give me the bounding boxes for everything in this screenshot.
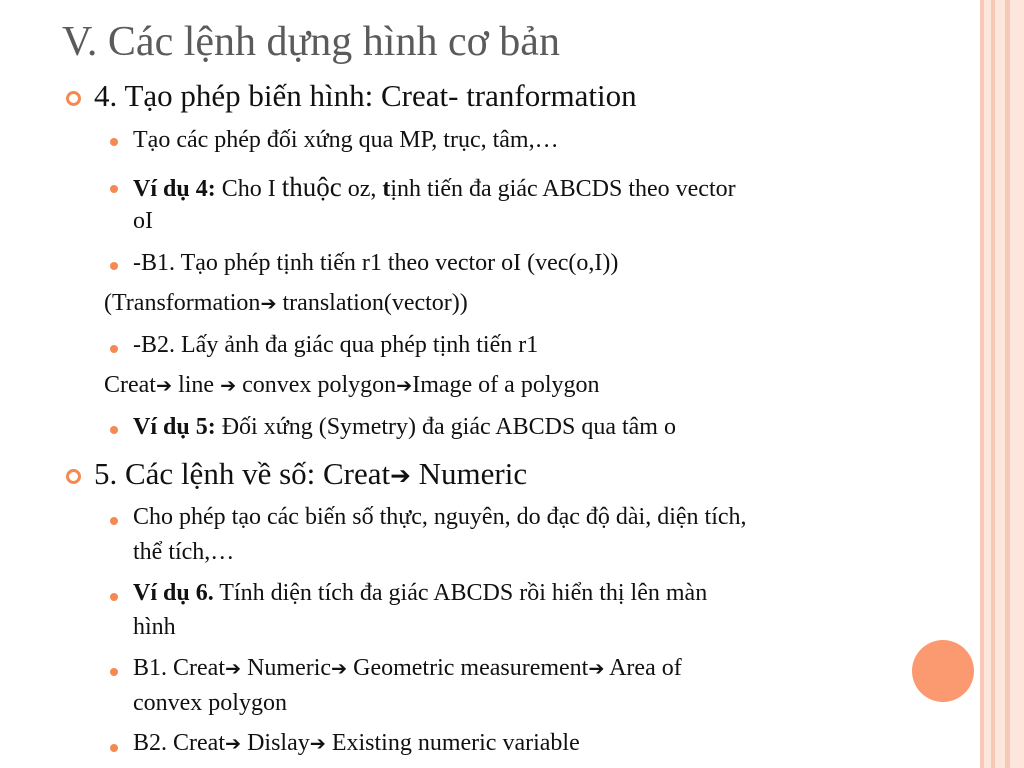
bullet-symmetry: Tạo các phép đối xứng qua MP, trục, tâm,… xyxy=(133,127,559,153)
text: t xyxy=(382,176,391,202)
dot-bullet-icon xyxy=(110,426,118,434)
text: Numeric xyxy=(410,456,528,491)
text: B2. Creat xyxy=(133,730,225,756)
bullet-step-b1: -B1. Tạo phép tịnh tiến r1 theo vector oI (vec(o,I)) xyxy=(133,250,619,276)
bullet-step-display xyxy=(133,730,580,757)
text: Area of xyxy=(604,655,682,681)
section-5-heading xyxy=(94,456,527,492)
dot-bullet-icon xyxy=(110,262,118,270)
bullet-numeric-vars-cont: thể tích,… xyxy=(133,539,235,565)
bullet-example-6-cont: hình xyxy=(133,614,176,640)
text: ịnh tiến đa giác ABCDS theo vector xyxy=(390,176,736,202)
arrow-right-icon: ➔ xyxy=(588,657,605,680)
text: Image of a polygon xyxy=(412,372,600,398)
arrow-right-icon: ➔ xyxy=(390,461,411,490)
path-image-polygon xyxy=(104,372,599,399)
dot-bullet-icon xyxy=(110,744,118,752)
text: convex polygon xyxy=(236,372,397,398)
text: Tính diện tích đa giác ABCDS rồi hiển thị lên màn xyxy=(213,580,708,606)
dot-bullet-icon xyxy=(110,517,118,525)
dot-bullet-icon xyxy=(110,345,118,353)
example-label: Ví dụ 5: xyxy=(133,414,216,440)
arrow-right-icon: ➔ xyxy=(155,374,173,397)
slide-title: V. Các lệnh dựng hình cơ bản xyxy=(62,19,560,65)
text: (Transformation xyxy=(104,290,261,316)
text: oz, xyxy=(341,176,383,202)
bullet-example-6 xyxy=(133,580,707,607)
text: Geometric measurement xyxy=(347,655,589,681)
dot-bullet-icon xyxy=(110,668,118,676)
arrow-right-icon: ➔ xyxy=(224,732,242,755)
text: Creat xyxy=(104,372,156,398)
ring-bullet-icon xyxy=(66,469,81,484)
section-4-heading: 4. Tạo phép biến hình: Creat- tranformation xyxy=(94,78,637,113)
text: Cho I xyxy=(215,176,282,202)
arrow-right-icon: ➔ xyxy=(331,657,348,680)
example-label: Ví dụ 6. xyxy=(133,580,214,606)
arrow-right-icon: ➔ xyxy=(224,657,242,680)
bullet-numeric-vars: Cho phép tạo các biến số thực, nguyên, do đạc độ dài, diện tích, xyxy=(133,504,747,530)
bullet-example-4-cont: oI xyxy=(133,208,153,234)
text: Đối xứng (Symetry) đa giác ABCDS qua tâm o xyxy=(215,414,676,440)
example-label: Ví dụ 4: xyxy=(133,176,216,202)
text: translation(vector)) xyxy=(276,290,468,316)
dot-bullet-icon xyxy=(110,138,118,146)
arrow-right-icon: ➔ xyxy=(309,732,326,755)
arrow-right-icon: ➔ xyxy=(396,374,413,397)
bullet-example-4 xyxy=(133,172,736,203)
bullet-step-b2: -B2. Lấy ảnh đa giác qua phép tịnh tiến r1 xyxy=(133,332,539,358)
text: Existing numeric variable xyxy=(325,730,580,756)
text: B1. Creat xyxy=(133,655,225,681)
bullet-example-5 xyxy=(133,414,676,441)
arrow-right-icon: ➔ xyxy=(220,374,237,397)
arrow-right-icon: ➔ xyxy=(260,292,277,315)
text: Numeric xyxy=(241,655,332,681)
bullet-step-area-cont: convex polygon xyxy=(133,690,287,716)
text: Dislay xyxy=(241,730,310,756)
text: line xyxy=(172,372,221,398)
ring-bullet-icon xyxy=(66,91,81,106)
dot-bullet-icon xyxy=(110,185,118,193)
path-transformation xyxy=(104,290,468,317)
dot-bullet-icon xyxy=(110,593,118,601)
text: thuộc xyxy=(281,172,342,202)
text: 5. Các lệnh về số: Creat xyxy=(94,456,391,491)
bullet-step-area xyxy=(133,655,682,682)
